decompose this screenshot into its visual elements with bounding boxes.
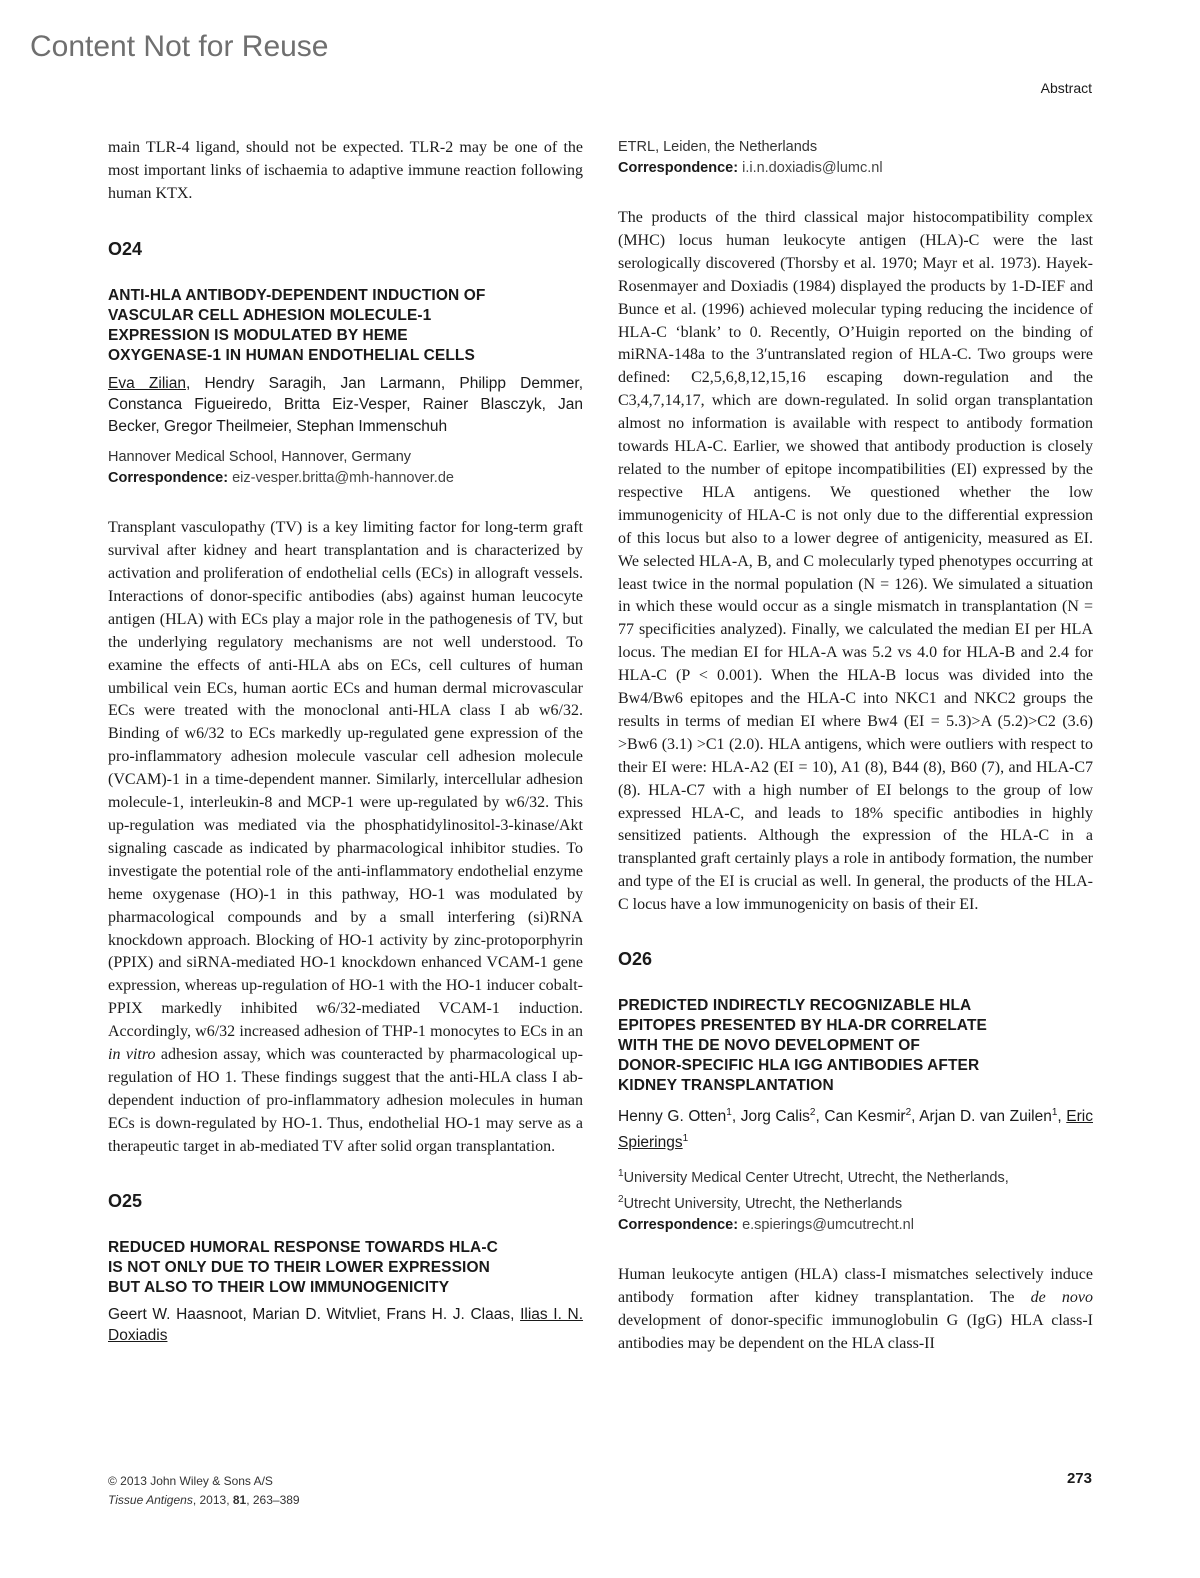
abstract-title-o25 (108, 1238, 583, 1298)
title-line: DONOR-SPECIFIC HLA IGG ANTIBODIES AFTER (618, 1057, 980, 1075)
title-line: PREDICTED INDIRECTLY RECOGNIZABLE HLA (618, 997, 972, 1015)
author-list-o26 (618, 1102, 1093, 1153)
abstract-id-o25: O25 (108, 1190, 143, 1211)
title-line: WITH THE DE NOVO DEVELOPMENT OF (618, 1037, 920, 1055)
body-text: adhesion assay, which was counteracted by pharmacological up-regulation of HO 1. These findings suggest that the anti-HLA class I ab-dependent induction of pro-inflammatory adhesion molecules in human ECs is down-regulated by HO-1. Thus, endothelial HO-1 may serve as a therapeutic target in ab-mediated TV after solid organ transplantation. (108, 1046, 583, 1155)
title-line: ANTI-HLA ANTIBODY-DEPENDENT INDUCTION OF (108, 286, 486, 304)
abstract-body-o26 (618, 1264, 1093, 1356)
correspondence-email: e.spierings@umcutrecht.nl (742, 1217, 914, 1234)
title-line: IS NOT ONLY DUE TO THEIR LOWER EXPRESSION (108, 1258, 490, 1276)
journal-name: Tissue Antigens (108, 1493, 193, 1507)
page-number: 273 (1066, 1470, 1092, 1487)
left-column (108, 137, 583, 1347)
title-line: BUT ALSO TO THEIR LOW IMMUNOGENICITY (108, 1278, 450, 1296)
journal-citation (108, 1491, 300, 1510)
correspondence-label: Correspondence: (618, 1217, 739, 1234)
affil-marker: 1 (1051, 1107, 1058, 1119)
author: Henny G. Otten (618, 1108, 727, 1126)
title-line: OXYGENASE-1 IN HUMAN ENDOTHELIAL CELLS (108, 346, 475, 364)
separator: , (1057, 1108, 1067, 1126)
body-text: Transplant vasculopathy (TV) is a key limiting factor for long-term graft survival after kidney and heart transplantation and is characterized by activation and proliferation of endothelial cells (ECs) in allograft vessels. Interactions of donor-specific antibodies (abs) against human leucocyte antigen (HLA) with ECs play a major role in the pathogenesis of TV, but the underlying regulatory mechanisms are not well understood. To examine the effects of anti-HLA abs on ECs, cell cultures of human umbilical vein ECs, human aortic ECs and human dermal microvascular ECs were treated with the monoclonal anti-HLA class I ab w6/32. Binding of w6/32 to ECs markedly up-regulated gene expression of the pro-inflammatory adhesion molecule vascular cell adhesion molecule (VCAM)-1 in a time-dependent manner. Similarly, intercellular adhesion molecule-1, interleukin-8 and MCP-1 were up-regulated by w6/32. This up-regulation was mediated via the phosphatidylinositol-3-kinase/Akt signaling cascade as indicated by pharmacological inhibitor studies. To investigate the potential role of the anti-inflammatory endothelial enzyme heme oxygenase (HO)-1 in this pathway, HO-1 was modulated by pharmacological compounds and by a small interfering (si)RNA knockdown approach. Blocking of HO-1 activity by zinc-protoporphyrin (PPIX) and siRNA-mediated HO-1 knockdown enhanced VCAM-1 gene expression, whereas up-regulation of HO-1 with the HO-1 inducer cobalt-PPIX markedly inhibited w6/32-mediated VCAM-1 induction. Accordingly, w6/32 increased adhesion of THP-1 monocytes to ECs in an (108, 519, 583, 1041)
affil-marker: 1 (618, 1168, 624, 1180)
abstract-id-o24: O24 (108, 238, 143, 259)
title-line: VASCULAR CELL ADHESION MOLECULE-1 (108, 306, 432, 324)
author: , Arjan D. van Zuilen (911, 1108, 1052, 1126)
title-line: EPITOPES PRESENTED BY HLA-DR CORRELATE (618, 1017, 987, 1035)
affiliation-o26-1 (618, 1163, 1093, 1189)
body-italic: in vitro (108, 1046, 156, 1064)
footer-citation (108, 1472, 300, 1510)
affiliation-o26-2 (618, 1189, 1093, 1215)
body-italic: de novo (1030, 1288, 1094, 1306)
co-authors: , Hendry Saragih, Jan Larmann, Philipp Demmer, Constanca Figueiredo, Britta Eiz-Vesper, Rainer Blasczyk, Jan Becker, Gregor Theilmeier, Stephan Immenschuh (108, 374, 583, 435)
continuation-paragraph: main TLR-4 ligand, should not be expected. TLR-2 may be one of the most important links of ischaemia to adaptive immune reaction following human KTX. (108, 139, 583, 202)
abstract-body-o25: The products of the third classical major histocompatibility complex (MHC) locus human leukocyte antigen (HLA)-C were the last serologically discovered (Thorsby et al. 1970; Mayr et al. 1973). Hayek-Rosenmayer and Doxiadis (1984) displayed the products by 1-D-IEF and Bunce et al. (1996) achieved molecular typing reducing the incidence of HLA-C ‘blank’ to 0. Recently, O’Huigin reported on the binding of miRNA-148a to the 3′untranslated region of HLA-C. Two groups were defined: C2,5,6,8,12,15,16 escaping down-regulation and the C3,4,7,14,17, which are down-regulated. In solid organ transplantation almost no information is available with respect to antibody formation towards HLA-C. Earlier, we showed that antibody production is closely related to the number of epitope incompatibilities (EI) expressed by the respective HLA antigens. We questioned whether the low immunogenicity of HLA-C is not only due to the differential expression of this locus but also to a lower degree of antigenicity, measured as EI. We selected HLA-A, B, and C molecularly typed phenotypes occurring at least twice in the normal population (N = 126). We simulated a situation in which these would occur as a single mismatch in transplantation (N = 77 specificities analyzed). Finally, we calculated the median EI per HLA locus. The median EI for HLA-A was 5.2 vs 4.0 for HLA-B and 2.4 for HLA-C (P < 0.001). When the HLA-B locus was divided into the Bw4/Bw6 epitopes and the HLA-C into NKC1 and NKC2 groups the results in terms of median EI where Bw4 (EI = 5.3)>A (5.2)>C2 (3.6) >Bw6 (3.1) >C1 (2.0). HLA antigens, which were outliers with respect to their EI were: HLA-A2 (EI = 10), A1 (8), B44 (8), B60 (7), and HLA-C7 (8). HLA-C7 with a high number of EI belongs to the group of low expressed HLA-C, and leads to 18% specific antibodies in highly sensitized patients. Although the expression of the HLA-C in a transplanted graft certainly plays a role in antibody formation, the number and type of the EI is crucial as well. In general, the products of the HLA-C locus have a low immunogenicity on basis of their EI. (618, 209, 1093, 914)
affiliation-o25: ETRL, Leiden, the Netherlands (618, 139, 818, 155)
correspondence-label: Correspondence: (618, 160, 739, 176)
section-label: Abstract (1040, 80, 1092, 96)
abstract-body-o24 (108, 517, 583, 1158)
volume: 81 (232, 1493, 247, 1507)
presenting-author: Eric Spierings (618, 1108, 1093, 1151)
body-text: Human leukocyte antigen (HLA) class-I mismatches selectively induce antibody formation after kidney transplantation. The (618, 1266, 1093, 1306)
title-line: EXPRESSION IS MODULATED BY HEME (108, 326, 408, 344)
citation-year: , 2013, (192, 1493, 233, 1507)
page-range: , 263–389 (246, 1493, 300, 1507)
abstract-title-o24 (108, 286, 583, 366)
copyright-line: © 2013 John Wiley & Sons A/S (108, 1474, 273, 1488)
correspondence-email: eiz-vesper.britta@mh-hannover.de (232, 470, 454, 487)
affil-marker: 1 (682, 1132, 689, 1144)
watermark-text: Content Not for Reuse (30, 30, 329, 63)
correspondence-o24 (108, 468, 583, 489)
title-line: REDUCED HUMORAL RESPONSE TOWARDS HLA-C (108, 1238, 498, 1256)
affil-marker: 2 (809, 1107, 816, 1119)
author: , Jorg Calis (731, 1108, 810, 1126)
body-text: development of donor-specific immunoglobulin G (IgG) HLA class-I antibodies may be dependent on the HLA class-II (618, 1311, 1093, 1352)
affil-marker: 1 (726, 1107, 732, 1119)
correspondence-label: Correspondence: (108, 470, 229, 487)
author-list-o25 (108, 1304, 583, 1347)
author: , Can Kesmir (815, 1108, 906, 1126)
presenting-author: Eva Zilian (108, 374, 186, 392)
correspondence-o26 (618, 1215, 1093, 1236)
affiliation-text: University Medical Center Utrecht, Utrecht, the Netherlands, (623, 1170, 1009, 1187)
abstract-title-o26 (618, 996, 1093, 1096)
author-list-o24 (108, 373, 583, 438)
affiliation-o24: Hannover Medical School, Hannover, Germany (108, 449, 412, 466)
correspondence-o25 (618, 158, 1093, 179)
title-line: KIDNEY TRANSPLANTATION (618, 1077, 834, 1095)
presenting-author: Ilias I. N. Doxiadis (108, 1305, 584, 1345)
correspondence-email: i.i.n.doxiadis@lumc.nl (742, 160, 883, 176)
abstract-id-o26: O26 (618, 949, 653, 970)
right-column (618, 137, 1093, 1356)
affiliation-text: Utrecht University, Utrecht, the Netherlands (623, 1196, 903, 1213)
co-authors: Geert W. Haasnoot, Marian D. Witvliet, Frans H. J. Claas, (108, 1305, 521, 1323)
affil-marker: 2 (905, 1107, 912, 1119)
affil-marker: 2 (618, 1194, 624, 1206)
